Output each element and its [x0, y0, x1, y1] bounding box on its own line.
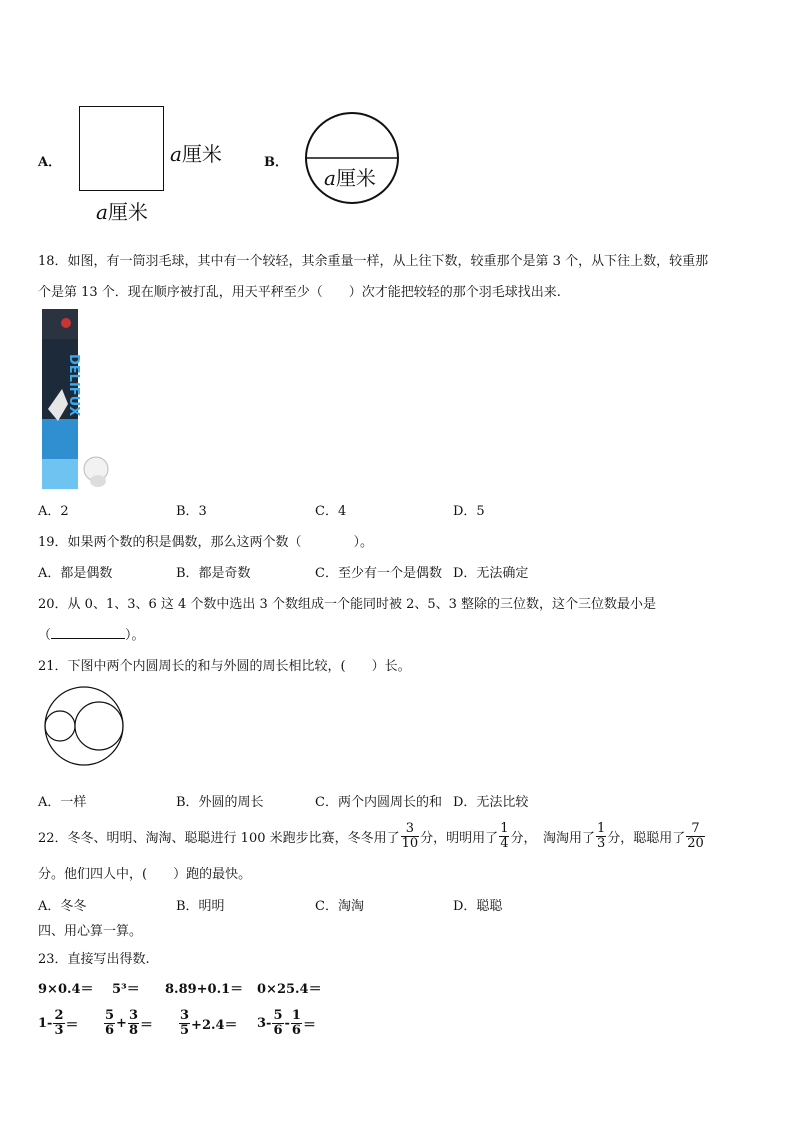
tube-brand-text: DELIFUX: [66, 354, 81, 417]
square-bottom-label: a厘米: [96, 200, 148, 224]
q19-option-b: B．都是奇数: [176, 566, 251, 581]
q20-answer-blank: （ ）。: [38, 628, 145, 643]
q23-expr-1: 9×0.4＝: [38, 982, 94, 997]
q18-text-line2: 个是第 13 个．现在顺序被打乱，用天平秤至少（ ）次才能把较轻的那个羽毛球找出来.: [38, 285, 561, 300]
q21-option-b: B．外圆的周长: [176, 795, 264, 810]
q19-option-c: C．至少有一个是偶数: [315, 566, 442, 581]
q23-expr-7: $\frac{3}{5}$ +2.4＝: [180, 1007, 238, 1038]
q23-expr-8: 3- $\frac{5}{6}$ - $\frac{1}{6}$ ＝: [257, 1007, 316, 1038]
q22-text-line2: 分。他们四人中，( ）跑的最快。: [38, 867, 252, 882]
q19-option-d: D．无法确定: [453, 566, 529, 581]
q23-expr-3: 8.89+0.1＝: [165, 982, 244, 997]
q22-option-c: C．淘淘: [315, 899, 364, 914]
circles-figure: [42, 684, 126, 768]
q23-title: 23．直接写出得数.: [38, 952, 150, 967]
q19-option-a: A．都是偶数: [38, 566, 113, 581]
q22-option-b: B．明明: [176, 899, 225, 914]
fraction-1-3: $\frac{1}{3}$: [596, 820, 606, 851]
q21-text: 21．下图中两个内圆周长的和与外圆的周长相比较，( ）长。: [38, 659, 411, 674]
q18-option-d: D．5: [453, 504, 485, 519]
fraction-1-4: $\frac{1}{4}$: [500, 820, 509, 851]
q19-text: 19．如果两个数的积是偶数，那么这两个数（ ）。: [38, 535, 374, 550]
square-figure: [79, 106, 164, 191]
q18-option-b: B．3: [176, 504, 207, 519]
q23-expr-6: $\frac{5}{6}$ + $\frac{3}{8}$ ＝: [105, 1007, 154, 1038]
square-side-label: a厘米: [170, 142, 222, 166]
q23-expr-4: 0×25.4＝: [257, 982, 322, 997]
q23-expr-2: 5³＝: [112, 982, 140, 997]
option-b-label: B．: [264, 155, 288, 170]
option-a-label: A．: [38, 155, 62, 170]
q21-option-d: D．无法比较: [453, 795, 529, 810]
q21-option-a: A．一样: [38, 795, 87, 810]
q22-text-line1: 22．冬冬、明明、淘淘、聪聪进行 100 米跑步比赛，冬冬用了 $\frac{3}{10}$ 分，明明用了 $\frac{1}{4}$ 分， 淘淘用了 $\frac{1}{3}$ 分，聪聪用了 $\frac{7}{20}$: [38, 820, 704, 851]
q18-option-c: C．4: [315, 504, 347, 519]
q21-option-c: C．两个内圆周长的和: [315, 795, 442, 810]
q18-option-a: A．2: [38, 504, 69, 519]
circle-figure: [300, 110, 404, 206]
q22-option-d: D．聪聪: [453, 899, 503, 914]
shuttlecock-tube-image: [38, 309, 112, 489]
fraction-3-10: $\frac{3}{10}$: [401, 820, 419, 851]
circle-diameter-label: a厘米: [324, 166, 376, 190]
section-title: 四、用心算一算。: [38, 924, 143, 939]
fraction-7-20: $\frac{7}{20}$: [687, 820, 704, 851]
q18-text-line1: 18．如图，有一筒羽毛球，其中有一个较轻，其余重量一样，从上往下数，较重那个是第 3 个，从下往上数，较重那: [38, 254, 709, 269]
q22-option-a: A．冬冬: [38, 899, 87, 914]
q20-text: 20．从 0、1、3、6 这 4 个数中选出 3 个数组成一个能同时被 2、5、3 整除的三位数，这个三位数最小是: [38, 597, 657, 612]
q23-expr-5: 1- $\frac{2}{3}$ ＝: [38, 1007, 79, 1038]
